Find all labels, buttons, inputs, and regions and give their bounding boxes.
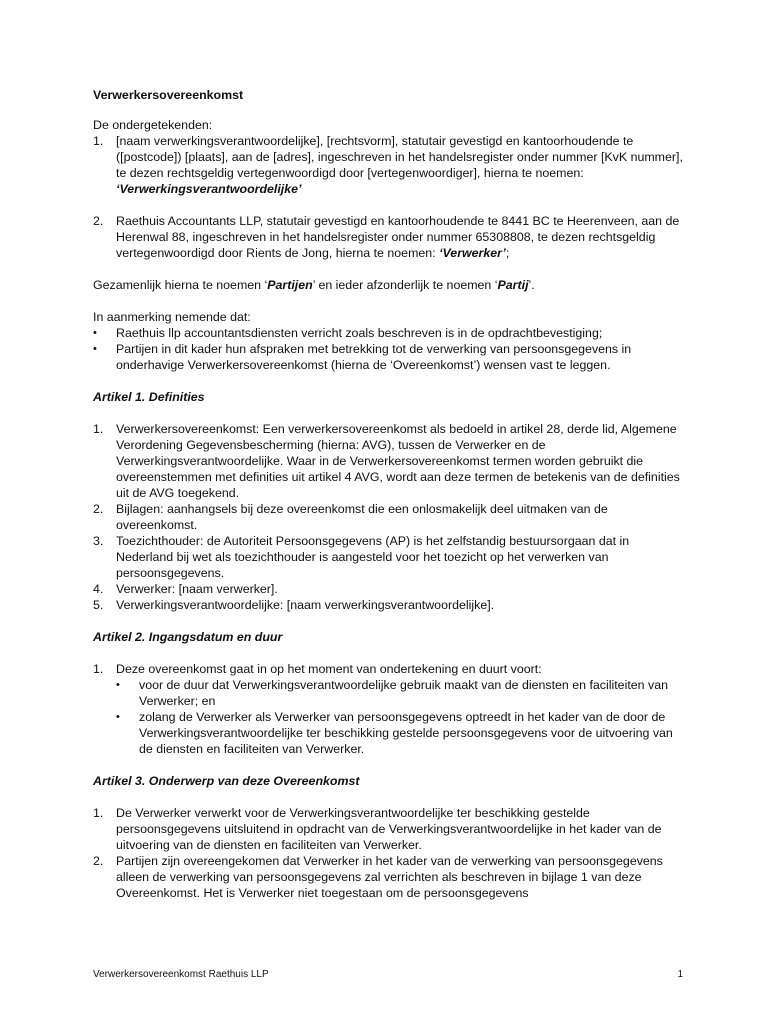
party-1-number: 1.	[93, 134, 104, 148]
document-title: Verwerkersovereenkomst	[93, 88, 244, 102]
bullet-icon: •	[93, 343, 97, 355]
collective-naming: Gezamenlijk hierna te noemen ‘Partijen’ en ieder afzonderlijk te noemen ‘Partij’.	[93, 278, 535, 292]
party-1-role: ‘Verwerkingsverantwoordelijke’	[116, 182, 302, 196]
list-item: • voor de duur dat Verwerkingsverantwoordelijke gebruik maakt van de diensten en faciliteiten van Verwerker; en	[116, 678, 668, 708]
party-2	[93, 213, 683, 261]
list-item: • zolang de Verwerker als Verwerker van persoonsgegevens optreedt in het kader van de door de Verwerkingsverantwoordelijke ter beschikking gestelde persoonsgegevens voor de uitvoering van de diensten en faciliteiten van Verwerker.	[116, 710, 673, 756]
footer-title: Verwerkersovereenkomst Raethuis LLP	[93, 969, 269, 980]
party-2-text: Raethuis Accountants LLP, statutair gevestigd en kantoorhoudende te 8441 BC te Heerenveen, aan de Herenwal 88, ingeschreven in het handelsregister onder nummer 65308808, te dezen rechtsgeldig vertegenwoordigd door Rients de Jong, hierna te noemen: ‘Verwerker’;	[116, 214, 680, 260]
list-item: 1. Deze overeenkomst gaat in op het moment van ondertekening en duurt voort:	[93, 662, 542, 676]
list-item: 1. De Verwerker verwerkt voor de Verwerkingsverantwoordelijke ter beschikking gestelde persoonsgegevens uitsluitend in opdracht van de Verwerkingsverantwoordelijke in het kader van de uitvoering van de diensten en faciliteiten van Verwerker.	[93, 806, 662, 852]
list-item: • Raethuis llp accountantsdiensten verricht zoals beschreven is in de opdrachtbevestiging;	[93, 326, 603, 340]
list-item: • Partijen in dit kader hun afspraken met betrekking tot de verwerking van persoonsgegevens in onderhavige Verwerkersovereenkomst (hierna de ‘Overeenkomst’) wensen vast te leggen.	[93, 342, 632, 372]
list-item: 2. Partijen zijn overeengekomen dat Verwerker in het kader van de verwerking van persoonsgegevens alleen de verwerking van persoonsgegevens zal verrichten als beschreven in bijlage 1 van deze Overeenkomst. Het is Verwerker niet toegestaan om de persoonsgegevens	[93, 854, 663, 900]
page-footer	[93, 967, 683, 983]
list-item: 3. Toezichthouder: de Autoriteit Persoonsgegevens (AP) is het zelfstandig bestuursorgaan dat in Nederland bij wet als toezichthouder is aangesteld voor het toezicht op het verwerken van persoonsgegevens.	[93, 534, 630, 580]
considering-intro: In aanmerking nemende dat:	[93, 310, 251, 324]
list-item: 5. Verwerkingsverantwoordelijke: [naam verwerkingsverantwoordelijke].	[93, 598, 495, 612]
bullet-icon: •	[116, 711, 120, 723]
party-1	[93, 133, 683, 197]
article-1-heading: Artikel 1. Definities	[93, 390, 205, 404]
document-page	[93, 87, 683, 901]
parties-intro: De ondergetekenden:	[93, 118, 213, 132]
article-3-heading: Artikel 3. Onderwerp van deze Overeenkomst	[93, 774, 360, 788]
list-item: 1. Verwerkersovereenkomst: Een verwerkersovereenkomst als bedoeld in artikel 28, derde lid, Algemene Verordening Gegevensbescherming (hierna: AVG), tussen de Verwerker en de Verwerkingsverantwoordelijke. Waar in de Verwerkersovereenkomst termen worden gebruikt die overeenstemmen met definities uit artikel 4 AVG, wordt aan deze termen de betekenis van de definities uit de AVG toegekend.	[93, 422, 680, 500]
bullet-icon: •	[116, 679, 120, 691]
list-item: 2. Bijlagen: aanhangsels bij deze overeenkomst die een onlosmakelijk deel uitmaken van de overeenkomst.	[93, 502, 608, 532]
page-number: 1	[677, 969, 683, 980]
article-2-heading: Artikel 2. Ingangsdatum en duur	[93, 630, 283, 644]
party-2-role: ‘Verwerker’	[439, 246, 506, 260]
party-1-text: [naam verwerkingsverantwoordelijke], [rechtsvorm], statutair gevestigd en kantoorhoudende te ([postcode]) [plaats], aan de [adres], ingeschreven in het handelsregister onder nummer [KvK nummer], te dezen rechtsgeldig vertegenwoordigd door [vertegenwoordiger], hierna te noemen: ‘Verwerkingsverantwoordelijke’	[116, 134, 683, 196]
party-2-number: 2.	[93, 214, 104, 228]
list-item: 4. Verwerker: [naam verwerker].	[93, 582, 278, 596]
bullet-icon: •	[93, 327, 97, 339]
